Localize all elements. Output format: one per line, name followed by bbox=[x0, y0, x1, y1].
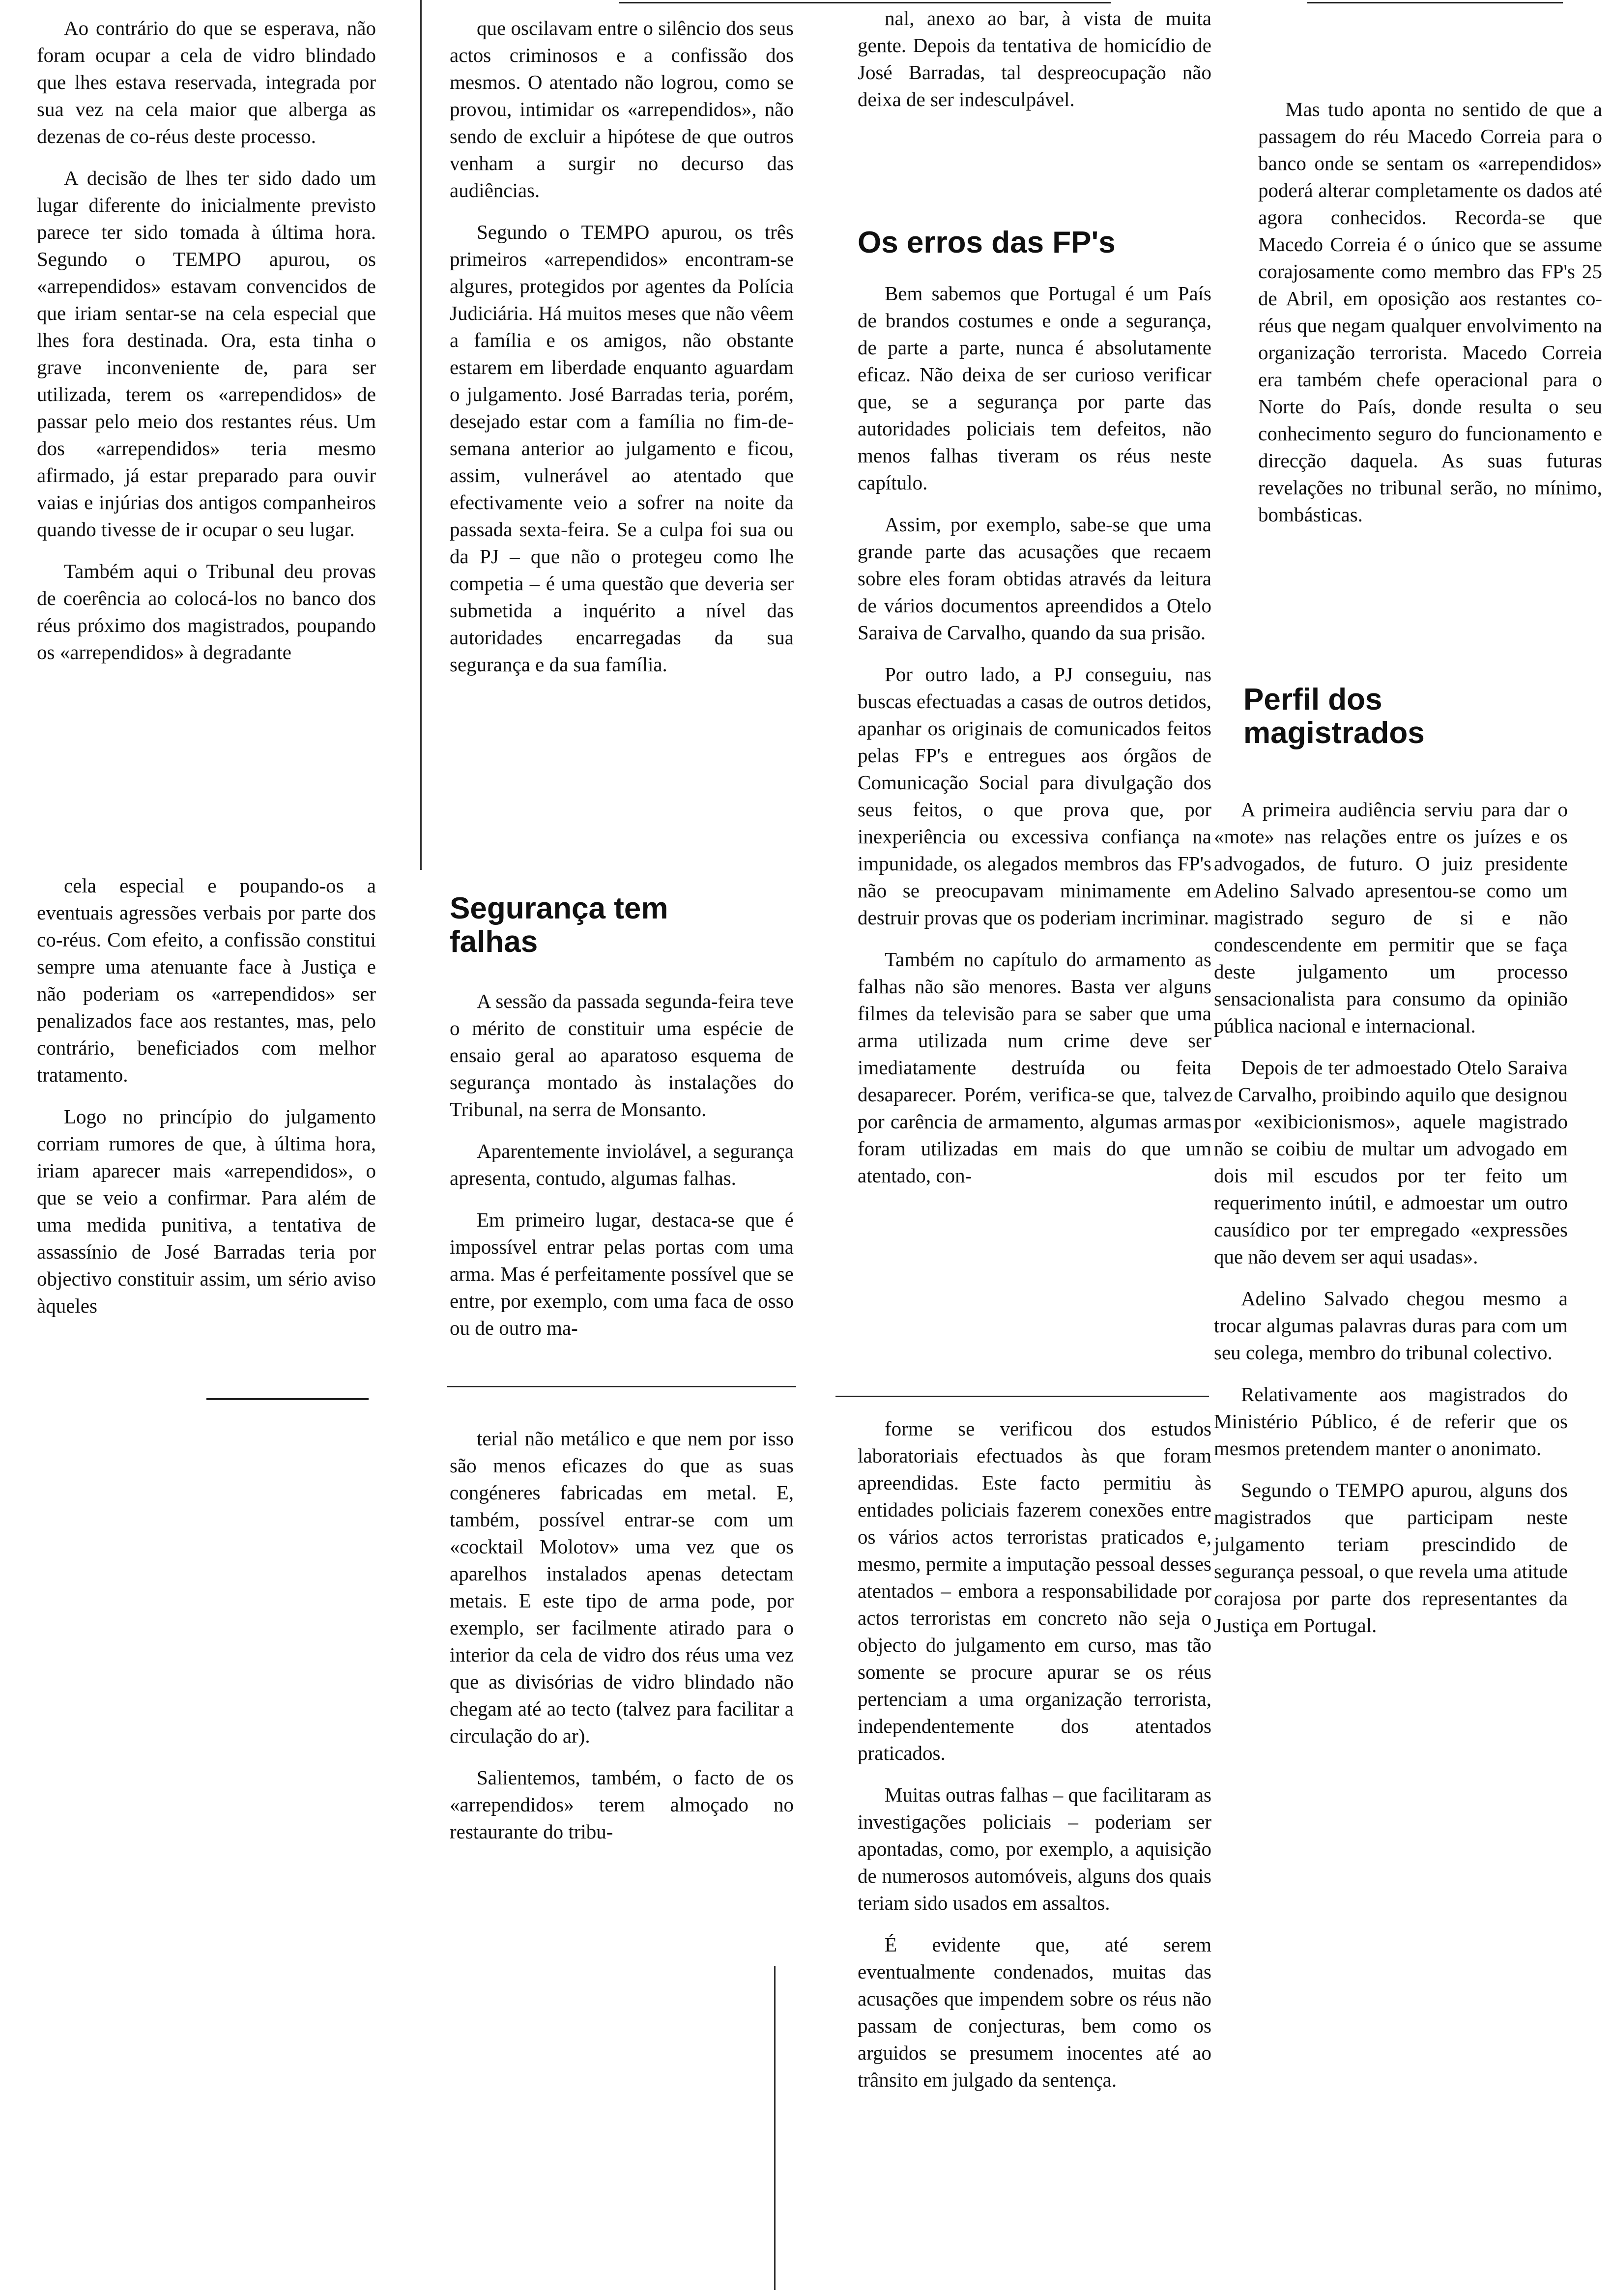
paragraph: Depois de ter admoestado Otelo Saraiva de Carvalho, proibindo aquilo que designou por «exibicionismos», aquele magistrado não se coibiu de multar um advogado em dois mil escudos por ter feito um requerimento inútil, e admoestar um outro causídico por ter empregado «expressões que não devem ser aqui usadas». bbox=[1214, 1056, 1568, 1268]
paragraph: Em primeiro lugar, destaca-se que é impossível entrar pelas portas com uma arma. Mas é perfeitamente possível que se entre, por exemplo, com uma faca de osso ou de outro ma- bbox=[450, 1208, 794, 1339]
column-3-block-c bbox=[858, 1415, 1211, 2094]
paragraph: Aparentemente inviolável, a segurança apresenta, contudo, algumas falhas. bbox=[450, 1140, 794, 1189]
paragraph: Assim, por exemplo, sabe-se que uma grande parte das acusações que recaem sobre eles foram obtidas através da leitura de vários documentos apreendidos a Otelo Saraiva de Carvalho, quando da sua prisão. bbox=[858, 513, 1211, 644]
paragraph: Também no capítulo do armamento as falhas não são menores. Basta ver alguns filmes da televisão para se saber que uma arma utilizada num crime deve ser imediatamente destruída ou feita desaparecer. Porém, verifica-se que, talvez por carência de armamento, algumas armas foram utilizadas em mais do que um atentado, con- bbox=[858, 948, 1211, 1187]
paragraph: forme se verificou dos estudos laboratoriais efectuados às que foram apreendidas. Este facto permitiu às entidades policiais fazerem conexões entre os vários actos terroristas praticados e, mesmo, permite a imputação pessoal desses atentados – embora a responsabilidade por actos terroristas em concreto não seja o objecto do julgamento em curso, mas tão somente se procure apurar se os réus pertenciam a uma organização terrorista, independentemente dos atentados praticados. bbox=[858, 1417, 1211, 1764]
column-end-rule bbox=[835, 1396, 1209, 1397]
paragraph: A sessão da passada segunda-feira teve o mérito de constituir uma espécie de ensaio geral ao aparatoso esquema de segurança montado às instalações do Tribunal, na serra de Monsanto. bbox=[450, 990, 794, 1120]
paragraph: Muitas outras falhas – que facilitaram as investigações policiais – poderiam ser apontadas, como, por exemplo, a aquisição de numerosos automóveis, alguns dos quais teriam sido usados em assaltos. bbox=[858, 1783, 1211, 1914]
paragraph: Mas tudo aponta no sentido de que a passagem do réu Macedo Correia para o banco onde se sentam os «arrependidos» poderá alterar completamente os dados até agora conhecidos. Recorda-se que Macedo Correia é o único que se assume corajosamente como membro das FP's 25 de Abril, em oposição aos restantes co-réus que negam qualquer envolvimento na organização terrorista. Macedo Correia era também chefe operacional para o Norte do País, donde resulta o seu conhecimento seguro do funcionamento e direcção daquela. As suas futuras revelações no tribunal serão, no mínimo, bombásticas. bbox=[1258, 98, 1602, 526]
paragraph: terial não metálico e que nem por isso são menos eficazes do que as suas congéneres fabricadas em metal. E, também, possível entrar-se com um «cocktail Molotov» uma vez que os aparelhos instalados apenas detectam metais. E este tipo de arma pode, por exemplo, ser facilmente atirado para o interior da cela de vidro dos réus uma vez que as divisórias de vidro blindado não chegam até ao tecto (talvez para facilitar a circulação do ar). bbox=[450, 1427, 794, 1747]
section-heading: Segurança tem falhas bbox=[450, 891, 668, 959]
top-rule-right bbox=[1307, 2, 1563, 3]
column-4-block-b bbox=[1214, 796, 1568, 1639]
column-3-block-a bbox=[858, 5, 1211, 113]
paragraph: Também aqui o Tribunal deu provas de coerência ao colocá-los no banco dos réus próximo dos magistrados, poupando os «arrependidos» à degradante bbox=[37, 560, 376, 663]
column-4-block-a bbox=[1258, 96, 1602, 528]
paragraph: cela especial e poupando-os a eventuais agressões verbais por parte dos co-réus. Com efeito, a confissão constitui sempre uma atenuante face à Justiça e não poderiam os «arrependidos» ser penalizados face aos restantes, mas, pelo contrário, beneficiados com melhor tratamento. bbox=[37, 874, 376, 1086]
column-2-block-b bbox=[450, 988, 794, 1342]
column-end-rule bbox=[447, 1386, 796, 1387]
top-rule bbox=[619, 2, 1111, 3]
column-2-block-c bbox=[450, 1425, 794, 1845]
paragraph: que oscilavam entre o silêncio dos seus actos criminosos e a confissão dos mesmos. O atentado não logrou, como se provou, intimidar os «arrependidos», não sendo de excluir a hipótese de que outros venham a surgir no decurso das audiências. bbox=[450, 17, 794, 201]
paragraph: Segundo o TEMPO apurou, os três primeiros «arrependidos» encontram-se algures, protegidos por agentes da Polícia Judiciária. Há muitos meses que não vêem a família e os amigos, não obstante estarem em liberdade enquanto aguardam o julgamento. José Barradas teria, porém, desejado estar com a família no fim-de-semana anterior ao julgamento e ficou, assim, vulnerável ao atentado que efectivamente veio a sofrer na noite da passada sexta-feira. Se a culpa foi sua ou da PJ – que não o protegeu como lhe competia – é uma questão que deveria ser submetida a inquérito a nível das autoridades encarregadas da sua segurança e da sua família. bbox=[450, 221, 794, 676]
column-1-block-b bbox=[37, 872, 376, 1320]
paragraph: A primeira audiência serviu para dar o «mote» nas relações entre os juízes e os advogados, de futuro. O juiz presidente Adelino Salvado apresentou-se como um magistrado seguro de si e não condescendente em permitir que se faça deste julgamento um processo sensacionalista para consumo da opinião pública nacional e internacional. bbox=[1214, 798, 1568, 1037]
column-separator bbox=[420, 0, 422, 870]
paragraph: Adelino Salvado chegou mesmo a trocar algumas palavras duras para com um seu colega, membro do tribunal colectivo. bbox=[1214, 1287, 1568, 1364]
section-heading: Os erros das FP's bbox=[858, 226, 1116, 259]
paragraph: É evidente que, até serem eventualmente condenados, muitas das acusações que impendem sobre os réus não passam de conjecturas, bem como os arguidos se presumem inocentes até ao trânsito em julgado da sentença. bbox=[858, 1933, 1211, 2091]
paragraph: Salientemos, também, o facto de os «arrependidos» terem almoçado no restaurante do tribu- bbox=[450, 1766, 794, 1843]
column-3-block-b bbox=[858, 280, 1211, 1189]
paragraph: A decisão de lhes ter sido dado um lugar diferente do inicialmente previsto parece ter sido tomada à última hora. Segundo o TEMPO apurou, os «arrependidos» estavam convencidos de que iriam sentar-se na cela especial que lhes fora destinada. Ora, esta tinha o grave inconveniente de, para ser utilizada, terem os «arrependidos» de passar pelo meio dos restantes réus. Um dos «arrependidos» teria mesmo afirmado, já estar preparado para ouvir vaias e injúrias dos antigos companheiros quando tivesse de ir ocupar o seu lugar. bbox=[37, 167, 376, 541]
paragraph: Por outro lado, a PJ conseguiu, nas buscas efectuadas a casas de outros detidos, apanhar os originais de comunicados feitos pelas FP's e entregues aos órgãos de Comunicação Social para divulgação dos seus feitos, o que prova que, por inexperiência ou excessiva confiança na impunidade, os alegados membros das FP's não se preocupavam minimamente em destruir provas que os poderiam incriminar. bbox=[858, 663, 1211, 929]
column-1-block-a bbox=[37, 15, 376, 666]
paragraph: Relativamente aos magistrados do Ministério Público, é de referir que os mesmos pretendem manter o anonimato. bbox=[1214, 1383, 1568, 1460]
column-separator bbox=[774, 1966, 776, 2290]
paragraph: Segundo o TEMPO apurou, alguns dos magistrados que participam neste julgamento teriam prescindido de segurança pessoal, o que revela uma atitude corajosa por parte dos representantes da Justiça em Portugal. bbox=[1214, 1479, 1568, 1636]
paragraph: nal, anexo ao bar, à vista de muita gente. Depois da tentativa de homicídio de José Barradas, tal despreocupação não deixa de ser indesculpável. bbox=[858, 7, 1211, 111]
paragraph: Bem sabemos que Portugal é um País de brandos costumes e onde a segurança, de parte a parte, nunca é absolutamente eficaz. Não deixa de ser curioso verificar que, se a segurança por parte das autoridades policiais tem defeitos, não menos falhas tiveram os réus neste capítulo. bbox=[858, 282, 1211, 494]
column-2-block-a bbox=[450, 15, 794, 678]
paragraph: Ao contrário do que se esperava, não foram ocupar a cela de vidro blindado que lhes estava reservada, integrada por sua vez na cela maior que alberga as dezenas de co-réus deste processo. bbox=[37, 17, 376, 147]
column-end-rule bbox=[206, 1398, 369, 1400]
section-heading: Perfil dos magistrados bbox=[1243, 683, 1425, 750]
paragraph: Logo no princípio do julgamento corriam rumores de que, à última hora, iriam aparecer mais «arrependidos», o que se veio a confirmar. Para além de uma medida punitiva, a tentativa de assassínio de José Barradas teria por objectivo constituir assim, um sério aviso àqueles bbox=[37, 1105, 376, 1317]
